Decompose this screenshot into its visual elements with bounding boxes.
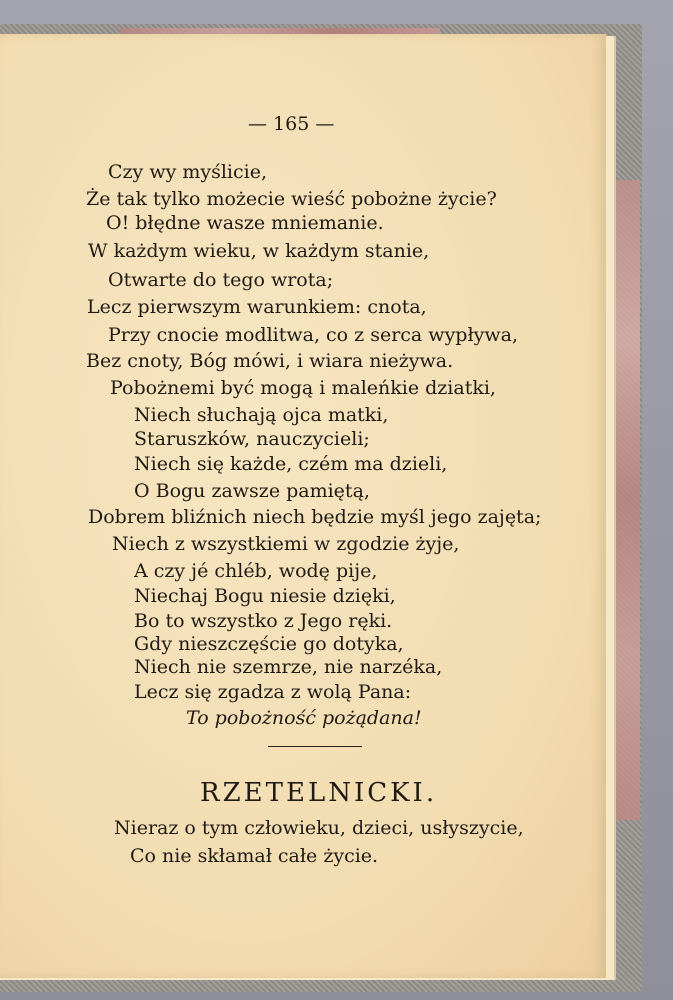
poem-line: Że tak tylko możecie wieść pobożne życie?	[86, 188, 497, 210]
marbled-cover-edge-right	[612, 180, 640, 820]
poem-line: Dobrem bliźnich niech będzie myśl jego zajęta;	[88, 506, 542, 528]
poem-line: Pobożnemi być mogą i maleńkie dziatki,	[110, 377, 496, 399]
page-number: — 165 —	[248, 113, 335, 135]
poem-line: Czy wy myślicie,	[108, 161, 268, 183]
poem-line: A czy jé chléb, wodę pije,	[134, 560, 378, 582]
poem-line: Bez cnoty, Bóg mówi, i wiara nieżywa.	[86, 350, 454, 372]
section-line: Co nie skłamał całe życie.	[130, 845, 379, 867]
poem-line: Niech się każde, czém ma dzieli,	[134, 453, 448, 475]
poem-line: Bo to wszystko z Jego ręki.	[134, 610, 393, 632]
poem-line: Lecz się zgadza z wolą Pana:	[134, 681, 412, 703]
poem-line: O Bogu zawsze pamiętą,	[134, 480, 370, 502]
poem-line: W każdym wieku, w każdym stanie,	[88, 240, 430, 262]
poem-line: Niech słuchają ojca matki,	[134, 404, 389, 426]
poem-line: Przy cnocie modlitwa, co z serca wypływa,	[108, 324, 518, 346]
section-divider	[268, 746, 362, 747]
poem-line-italic: To pobożność pożądana!	[186, 707, 422, 729]
poem-line: Niech nie szemrze, nie narzéka,	[134, 656, 443, 678]
poem-line: Otwarte do tego wrota;	[108, 269, 334, 291]
poem-line: Lecz pierwszym warunkiem: cnota,	[87, 296, 427, 318]
poem-line: O! błędne wasze mniemanie.	[106, 212, 384, 234]
section-line: Nieraz o tym człowieku, dzieci, usłyszycie,	[114, 817, 524, 839]
poem-line: Niechaj Bogu niesie dzięki,	[134, 585, 396, 607]
section-heading: RZETELNICKI.	[200, 778, 438, 808]
poem-line: Staruszków, nauczycieli;	[134, 428, 370, 450]
poem-line: Gdy nieszczęście go dotyka,	[134, 633, 404, 655]
poem-line: Niech z wszystkiemi w zgodzie żyje,	[112, 533, 460, 555]
